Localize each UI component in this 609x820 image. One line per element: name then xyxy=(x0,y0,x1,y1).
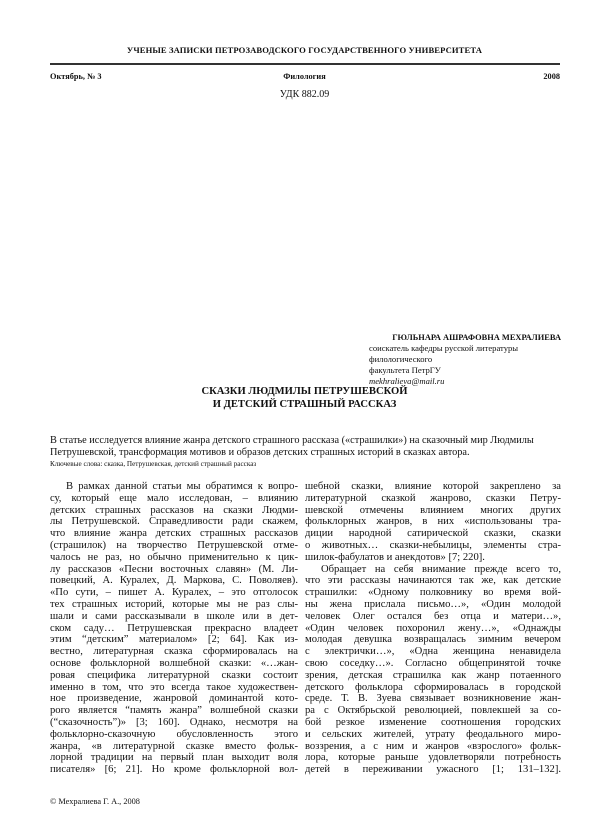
text-line: фольклорно-сказочную обусловленность этого xyxy=(50,728,298,740)
text-line: вестно, литературная сказка сформировалась на xyxy=(50,646,298,658)
text-line: свою соседку…». Согласно общепринятой точке xyxy=(305,657,561,669)
body-column-right xyxy=(305,481,561,776)
journal-title: УЧЕНЫЕ ЗАПИСКИ ПЕТРОЗАВОДСКОГО ГОСУДАРСТВЕННОГО УНИВЕРСИТЕТА xyxy=(126,45,483,55)
text-line: страшилки: «Одному полковнику во время вой- xyxy=(305,587,561,599)
text-line: этим “детским” материалом» [2; 64]. Как из- xyxy=(50,634,298,646)
text-line: ском саду… Петрушевская прекрасно владеет xyxy=(50,622,298,634)
article-title xyxy=(0,385,609,411)
text-line: писателя» [6; 21]. Но кроме фольклорной вол- xyxy=(50,764,298,776)
author-affiliation-cont: факультета ПетрГУ xyxy=(369,365,441,375)
text-line: тех страшных историй, которые мы не раз слы- xyxy=(50,598,298,610)
text-line: рого является “память жанра” волшебной сказки xyxy=(50,705,298,717)
text-line: шилок-фабулатов и анекдотов» [7; 220]. xyxy=(305,551,485,563)
text-line: литературной сказкой жанрово, сказки Петру- xyxy=(305,492,561,504)
text-line: диции народной сатирической сказки, сказки xyxy=(305,528,561,540)
title-line: И ДЕТСКИЙ СТРАШНЫЙ РАССКАЗ xyxy=(212,399,397,410)
text-line: фольклорных жанров, в них «использованы тра- xyxy=(305,516,561,528)
text-line: зрения, детская страшилка как жанр потаенного xyxy=(305,669,561,681)
text-line: основе фольклорной волшебной сказки: «…жан- xyxy=(50,657,298,669)
text-line: среде. Т. В. Зуева связывает возникновение жан- xyxy=(305,693,561,705)
text-line: лорной традиции на первый план выходит воля xyxy=(50,752,298,764)
text-line: детских страшных рассказов на сказки Людми- xyxy=(50,504,298,516)
text-line: что влияние жанра детских страшных рассказов xyxy=(50,528,298,540)
keywords: Ключевые слова: сказка, Петрушевская, детский страшный рассказ xyxy=(50,460,257,468)
text-line: с электрички…», «Одна женщина ненавидела xyxy=(305,646,561,658)
text-line: воззрения, а с ним и жанров «взрослого» фольк- xyxy=(305,740,561,752)
text-line: шевской отмечены влиянием многих других xyxy=(305,504,561,516)
body-column-left xyxy=(50,481,298,776)
text-line: В рамках данной статьи мы обратимся к вопро- xyxy=(66,481,298,492)
copyright: © Мехралиева Г. А., 2008 xyxy=(50,797,140,806)
title-line: СКАЗКИ ЛЮДМИЛЫ ПЕТРУШЕВСКОЙ xyxy=(201,386,408,397)
text-line: детей в переживании ужасного [1; 131–132]. xyxy=(305,764,561,776)
text-line: «По сути, – пишет А. Куралех, – это отголосок xyxy=(50,587,298,599)
text-line: что эти рассказы начинаются так же, как детские xyxy=(305,575,561,587)
text-line: чалось не раз, но обычно применительно к цик- xyxy=(50,551,298,563)
author-name: ГЮЛЬНАРА АШРАФОВНА МЕХРАЛИЕВА xyxy=(392,333,561,342)
text-line: детского фольклора сформировалась в городской xyxy=(305,681,561,693)
udk-code: УДК 882.09 xyxy=(279,89,330,100)
text-line: «Один человек похоронил жену…», «Однажды xyxy=(305,622,561,634)
text-line: и сельских жителей, утрату феодального миро- xyxy=(305,728,561,740)
text-line: молодая девушка возвращалась зимним вечером xyxy=(305,634,561,646)
year-label: 2008 xyxy=(543,72,560,81)
text-line: ра с Октябрьской революцией, повлекшей за со- xyxy=(305,705,561,717)
issue-label: Октябрь, № 3 xyxy=(50,72,102,81)
text-line: о животных… сказки-небылицы, элементы стра- xyxy=(305,539,561,551)
text-line: (“сказочность”)» [3; 160]. Однако, несмотря на xyxy=(50,716,298,728)
text-line: ное произведение, жанровой доминантой кото- xyxy=(50,693,298,705)
text-line: жанра, «в литературной сказке вместо фольк- xyxy=(50,740,298,752)
text-line: лора, которые раньше удовлетворяли потребность xyxy=(305,752,561,764)
text-line: ровая специфика литературной сказки состоит xyxy=(50,669,298,681)
text-line: повецкий, А. Куралех, Д. Маркова, С. Поволяев). xyxy=(50,575,298,587)
section-label: Филология xyxy=(283,72,326,81)
author-block xyxy=(369,332,561,387)
text-line: Обращает на себя внимание прежде всего то, xyxy=(321,563,561,575)
text-line: шали и сами рассказывали в школе или в дет- xyxy=(50,610,298,622)
text-line: бой резкое изменение соотношения городских xyxy=(305,716,561,728)
text-line: шебной сказки, влияние которой закреплено за xyxy=(305,481,561,492)
author-affiliation: соискатель кафедры русской литературы филологического xyxy=(369,343,519,364)
text-line: человек Олег остался без отца и матери…», xyxy=(305,610,561,622)
text-line: лы Петрушевской. Справедливости ради скажем, xyxy=(50,516,298,528)
text-line: лу рассказов «Песни восточных славян» (М. Ли- xyxy=(50,563,298,575)
text-line: именно в том, что это всегда такое художествен- xyxy=(50,681,298,693)
text-line: су, который еще мало исследован, – влиянию xyxy=(50,492,298,504)
text-line: (страшилок) на творчество Петрушевской отме- xyxy=(50,539,298,551)
header-divider xyxy=(50,63,560,65)
author-email[interactable]: mekhralieva@mail.ru xyxy=(369,376,445,386)
abstract: В статье исследуется влияние жанра детского страшного рассказа («страшилки») на сказочный мир Людмилы Петрушевской, трансформация мотивов и образов детских страшных историй в сказках автора. xyxy=(50,435,534,459)
text-line: ны жена прислала письмо…», «Один молодой xyxy=(305,598,561,610)
